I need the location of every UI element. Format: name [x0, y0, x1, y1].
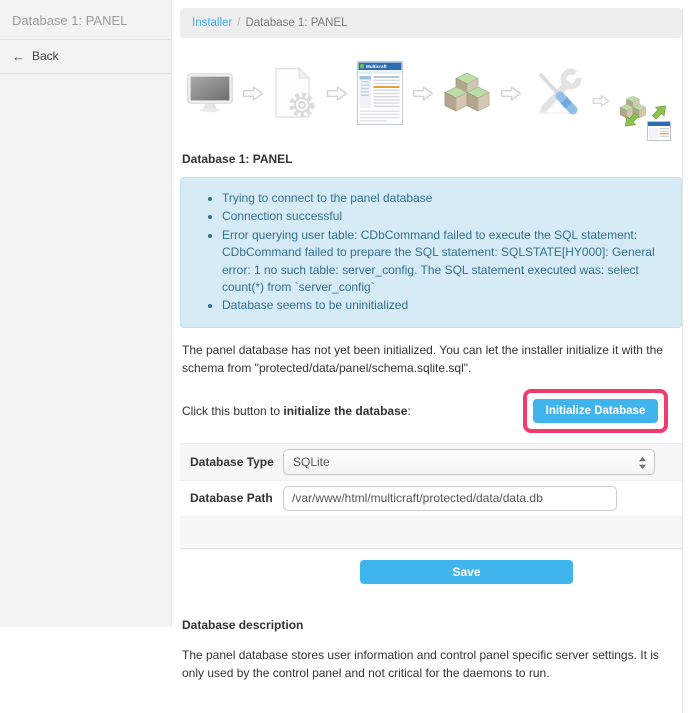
computer-icon: [187, 73, 233, 113]
config-file-icon: [273, 67, 317, 119]
sync-panel-icon: [619, 88, 671, 142]
step-arrow-icon: [412, 85, 434, 102]
init-action-row: [182, 389, 682, 433]
panel-brand-label: Multicraft: [366, 64, 387, 69]
log-message: • Connection successful: [222, 208, 667, 225]
back-button[interactable]: [0, 40, 171, 74]
tools-icon: [531, 68, 583, 118]
content-panel: [180, 8, 683, 713]
section-heading: Database 1: PANEL: [182, 152, 293, 166]
select-stepper-icon: [638, 456, 647, 473]
back-arrow-icon: ←: [12, 48, 25, 64]
database-type-select[interactable]: [283, 449, 655, 475]
log-message: • Trying to connect to the panel database: [222, 190, 667, 207]
description-text: The panel database stores user information and control panel specific server settings. It is only used by the control panel and not critical for the daemons to run.: [182, 647, 659, 681]
save-row: [180, 549, 682, 586]
breadcrumb: [180, 8, 682, 38]
click-instruction: Click this button to initialize the database:: [182, 403, 411, 418]
sidebar: [0, 0, 172, 627]
step-arrow-icon: [326, 85, 348, 102]
minecraft-blocks-icon: [443, 73, 491, 113]
log-message: • Error querying user table: CDbCommand failed to execute the SQL statement: CDbCommand failed to prepare the SQL statement: SQLSTATE[HY000]: General error: 1 no such table: server_config. The SQL statement executed was: select count(*) from `server_config`: [222, 227, 667, 297]
initialize-database-button[interactable]: Initialize Database: [533, 399, 658, 423]
installer-log-box: [180, 177, 682, 328]
click-instruction-bold: initialize the database: [283, 403, 408, 418]
database-form: [180, 443, 682, 586]
step-arrow-icon: [242, 85, 264, 102]
installer-log-list: [195, 190, 667, 315]
database-type-value: SQLite: [293, 454, 330, 469]
save-button[interactable]: Save: [360, 560, 573, 584]
database-path-row: [180, 481, 682, 517]
init-explanation: The panel database has not yet been initialized. You can let the installer initialize it with the schema from "protected/data/panel/schema.sqlite.sql".: [182, 342, 663, 375]
breadcrumb-installer-link[interactable]: Installer: [192, 17, 233, 29]
database-type-row: [180, 444, 682, 481]
step-arrow-icon: [500, 85, 522, 102]
main-area: [172, 0, 694, 681]
form-spacer-row: [180, 517, 682, 549]
back-label: Back: [32, 49, 59, 63]
database-path-input[interactable]: [283, 486, 617, 511]
database-path-label: Database Path: [190, 491, 273, 506]
sidebar-title: Database 1: PANEL: [0, 0, 171, 40]
breadcrumb-current: Database 1: PANEL: [245, 17, 348, 29]
step-arrow-icon: [592, 94, 610, 108]
annotation-highlight-box: [523, 389, 668, 433]
database-type-label: Database Type: [190, 454, 274, 469]
installer-steps-row: [180, 44, 682, 142]
description-heading: Database description: [182, 617, 304, 632]
log-message: • Database seems to be uninitialized: [222, 297, 667, 314]
breadcrumb-separator: /: [237, 17, 241, 29]
multicraft-panel-icon: [357, 61, 403, 125]
